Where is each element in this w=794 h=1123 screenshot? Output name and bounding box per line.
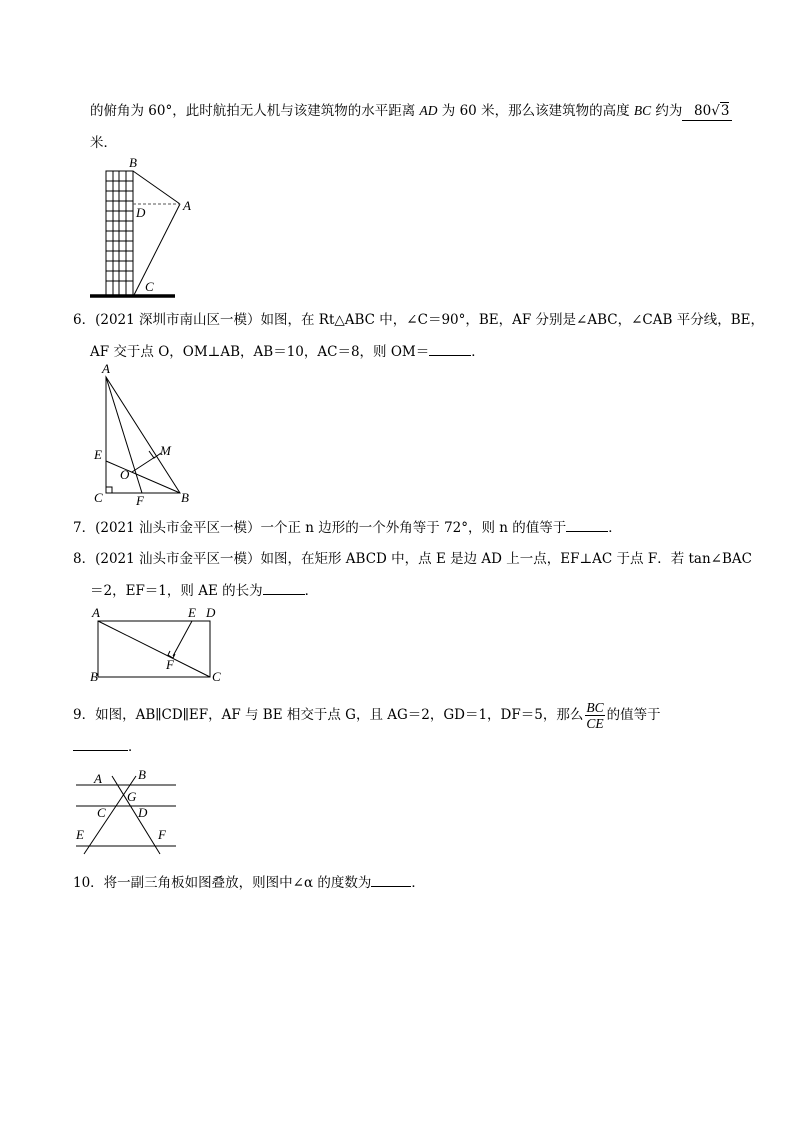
q9-frac-num: BC bbox=[586, 700, 604, 715]
q9-fraction bbox=[585, 700, 604, 731]
q9-line1 bbox=[73, 700, 661, 731]
label-D: D bbox=[138, 805, 148, 820]
q9-figure bbox=[72, 768, 182, 858]
q9-line2 bbox=[73, 737, 142, 756]
label-G: G bbox=[127, 789, 137, 804]
q6-line2 bbox=[90, 342, 485, 361]
q8-text-b: ． bbox=[304, 583, 319, 599]
label-A: A bbox=[94, 771, 102, 786]
label-B: B bbox=[181, 490, 189, 505]
line-AF bbox=[112, 776, 160, 854]
q10-text-a: 10．将一副三角板如图叠放，则图中∠α 的度数为 bbox=[73, 875, 372, 891]
q5-line2: 米． bbox=[90, 135, 117, 151]
label-C: C bbox=[94, 490, 103, 505]
q9-answer-blank bbox=[73, 737, 128, 751]
q5-text-a: 的俯角为 60°，此时航拍无人机与该建筑物的水平距离 bbox=[90, 103, 420, 119]
q10-line bbox=[73, 873, 425, 892]
label-O: O bbox=[120, 467, 130, 482]
label-F: F bbox=[158, 827, 166, 842]
q5-answer bbox=[682, 102, 732, 121]
q8-answer-blank bbox=[263, 581, 305, 595]
q10-answer-blank bbox=[371, 873, 411, 887]
q5-answer-num: 80 bbox=[694, 103, 712, 119]
q8-text-a: ＝2，EF＝1，则 AE 的长为 bbox=[90, 583, 263, 599]
q7-text-a: 7．(2021 汕头市金平区一模）一个正 n 边形的一个外角等于 72°，则 n 的值等于 bbox=[73, 520, 567, 536]
line-BE bbox=[84, 776, 136, 854]
q9-text-c: ． bbox=[128, 739, 142, 755]
label-D: D bbox=[136, 205, 146, 220]
label-F: F bbox=[136, 493, 144, 508]
q6-text-b: ． bbox=[471, 344, 485, 360]
q5-radicand: 3 bbox=[720, 103, 730, 119]
line-OM bbox=[132, 457, 155, 472]
q5-figure bbox=[85, 155, 195, 300]
q5-text-c: 约为 bbox=[651, 103, 683, 119]
diagonal-AC bbox=[98, 621, 210, 677]
q9-text-b: 的值等于 bbox=[606, 707, 661, 723]
q6-answer-blank bbox=[429, 342, 471, 356]
label-C: C bbox=[145, 279, 154, 294]
q7-text-b: ． bbox=[608, 520, 622, 536]
label-E: E bbox=[188, 605, 196, 620]
q7-line bbox=[73, 518, 622, 537]
label-F: F bbox=[166, 657, 174, 672]
right-angle-C bbox=[106, 487, 112, 493]
label-E: E bbox=[94, 447, 102, 462]
label-B: B bbox=[129, 155, 137, 170]
line-BE bbox=[106, 461, 180, 493]
label-A: A bbox=[102, 361, 110, 376]
q5-line1 bbox=[90, 102, 732, 121]
label-D: D bbox=[206, 605, 216, 620]
label-E: E bbox=[76, 827, 84, 842]
q8-line1: 8．(2021 汕头市金平区一模）如图，在矩形 ABCD 中，点 E 是边 AD 上一点，EF⊥AC 于点 F．若 tan∠BAC bbox=[73, 551, 752, 567]
q6-figure bbox=[88, 362, 198, 507]
label-B: B bbox=[138, 767, 146, 782]
q9-text-a: 9．如图，AB∥CD∥EF，AF 与 BE 相交于点 G，且 AG＝2，GD＝1，DF＝5，那么 bbox=[73, 707, 584, 723]
q5-sqrt-sign: √ bbox=[711, 103, 720, 119]
label-A: A bbox=[183, 198, 191, 213]
q5-ad: AD bbox=[419, 103, 438, 118]
q6-text-a: AF 交于点 O，OM⊥AB，AB＝10，AC＝8，则 OM＝ bbox=[90, 344, 430, 360]
label-B: B bbox=[90, 669, 98, 684]
line-BA bbox=[133, 171, 180, 204]
q5-bc: BC bbox=[633, 103, 652, 118]
q10-text-b: ． bbox=[411, 875, 425, 891]
label-C: C bbox=[212, 669, 221, 684]
q5-text-b: 为 60 米，那么该建筑物的高度 bbox=[437, 103, 634, 119]
label-M: M bbox=[160, 443, 171, 458]
triangle-ABC bbox=[106, 377, 180, 493]
label-A: A bbox=[92, 605, 100, 620]
q8-line2 bbox=[90, 581, 318, 600]
q7-answer-blank bbox=[566, 518, 608, 532]
q9-frac-den: CE bbox=[586, 716, 604, 731]
q8-figure bbox=[88, 603, 228, 683]
line-EF bbox=[173, 621, 192, 656]
q6-line1: 6．(2021 深圳市南山区一模）如图，在 Rt△ABC 中，∠C＝90°，BE，AF 分别是∠ABC，∠CAB 平分线，BE， bbox=[73, 312, 764, 328]
label-C: C bbox=[97, 805, 106, 820]
